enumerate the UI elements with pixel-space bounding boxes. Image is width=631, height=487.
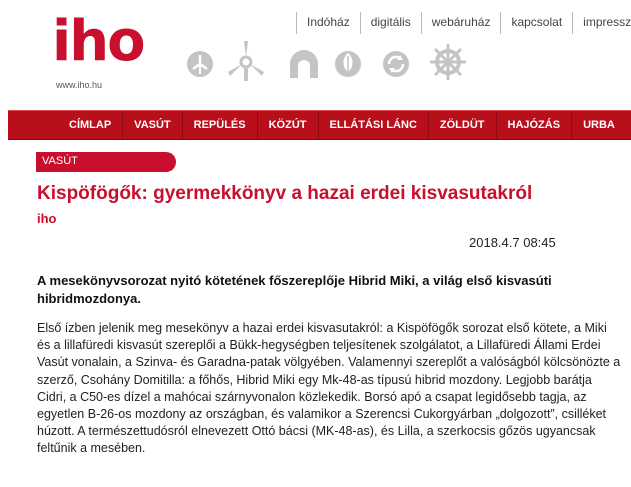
nav-item-repules[interactable]: REPÜLÉS <box>183 110 258 140</box>
logo-url: www.iho.hu <box>56 80 103 90</box>
ship-wheel-icon[interactable] <box>426 40 470 84</box>
nav-item-ellatasi-lanc[interactable]: ELLÁTÁSI LÁNC <box>319 110 429 140</box>
theme-icons <box>180 42 480 92</box>
top-link-kapcsolat[interactable]: kapcsolat <box>500 12 572 34</box>
nav-item-urba[interactable]: URBA <box>583 119 615 131</box>
recycle-icon[interactable] <box>376 42 416 82</box>
article-title: Kispöfögők: gyermekkönyv a hazai erdei kisvasutakról <box>37 183 533 204</box>
article-body: Első ízben jelenik meg mesekönyv a hazai erdei kisvasutakról: a Kispöfögők sorozat első kötete, a Miki és a lillafüredi kisvasút szereplői a Bükk-hegységben teljesítenek szolgálatot, a Lillafüredi Állami Erdei Vasút vonalain, a Szinva- és Garadna-patak völgyében. Valamennyi szereplőt a valóságból kölcsönözte a szerző, Csohány Domitilla: a főhős, Hibrid Miki egy Mk-48-as típusú hibrid mozdony. Legjobb barátja Cidri, a C50-es dízel a mahócai szárnyvonalon közlekedik. Borsó apó a csapat legidősebb tagja, az egyetlen B-26-os mozdony az országban, és valamikor a Szerencsi Cukorgyárban „dolgozott”, csilléket húzott. A természettudósról elnevezett Ottó bácsi (MK-48-as), és Lilla, a szerkocsis gőzös ugyancsak feltűnik a mesében. <box>37 321 621 456</box>
top-links <box>296 12 631 34</box>
article-lead: A mesekönyvsorozat nyitó kötetének főszereplője Hibrid Miki, a világ első kisvasúti hibridmozdonya. <box>37 273 552 306</box>
main-nav <box>8 110 631 140</box>
article-author[interactable]: iho <box>37 211 57 226</box>
category-tag[interactable] <box>36 152 176 172</box>
top-link-webaruhaz[interactable]: webáruház <box>421 12 501 34</box>
nav-item-kozut[interactable]: KÖZÚT <box>258 110 319 140</box>
category-label: VASÚT <box>42 155 78 167</box>
tunnel-icon[interactable] <box>284 44 324 84</box>
article-date: 2018.4.7 08:45 <box>469 235 556 250</box>
site-header <box>0 0 631 110</box>
nav-item-cimlap[interactable]: CÍMLAP <box>58 110 123 140</box>
top-link-indohaz[interactable]: Indóház <box>296 12 360 34</box>
site-logo[interactable] <box>52 9 144 98</box>
nav-item-vasut[interactable]: VASÚT <box>123 110 182 140</box>
propeller-icon[interactable] <box>222 38 270 86</box>
nav-item-hajozas[interactable]: HAJÓZÁS <box>497 110 573 140</box>
top-link-impressz[interactable]: impressz <box>572 12 631 34</box>
top-link-digitalis[interactable]: digitális <box>360 12 421 34</box>
logo-text: iho <box>52 9 144 74</box>
wind-turbine-icon[interactable] <box>180 42 220 82</box>
nav-item-zoldut[interactable]: ZÖLDÜT <box>429 110 497 140</box>
leaf-icon[interactable] <box>328 42 368 82</box>
